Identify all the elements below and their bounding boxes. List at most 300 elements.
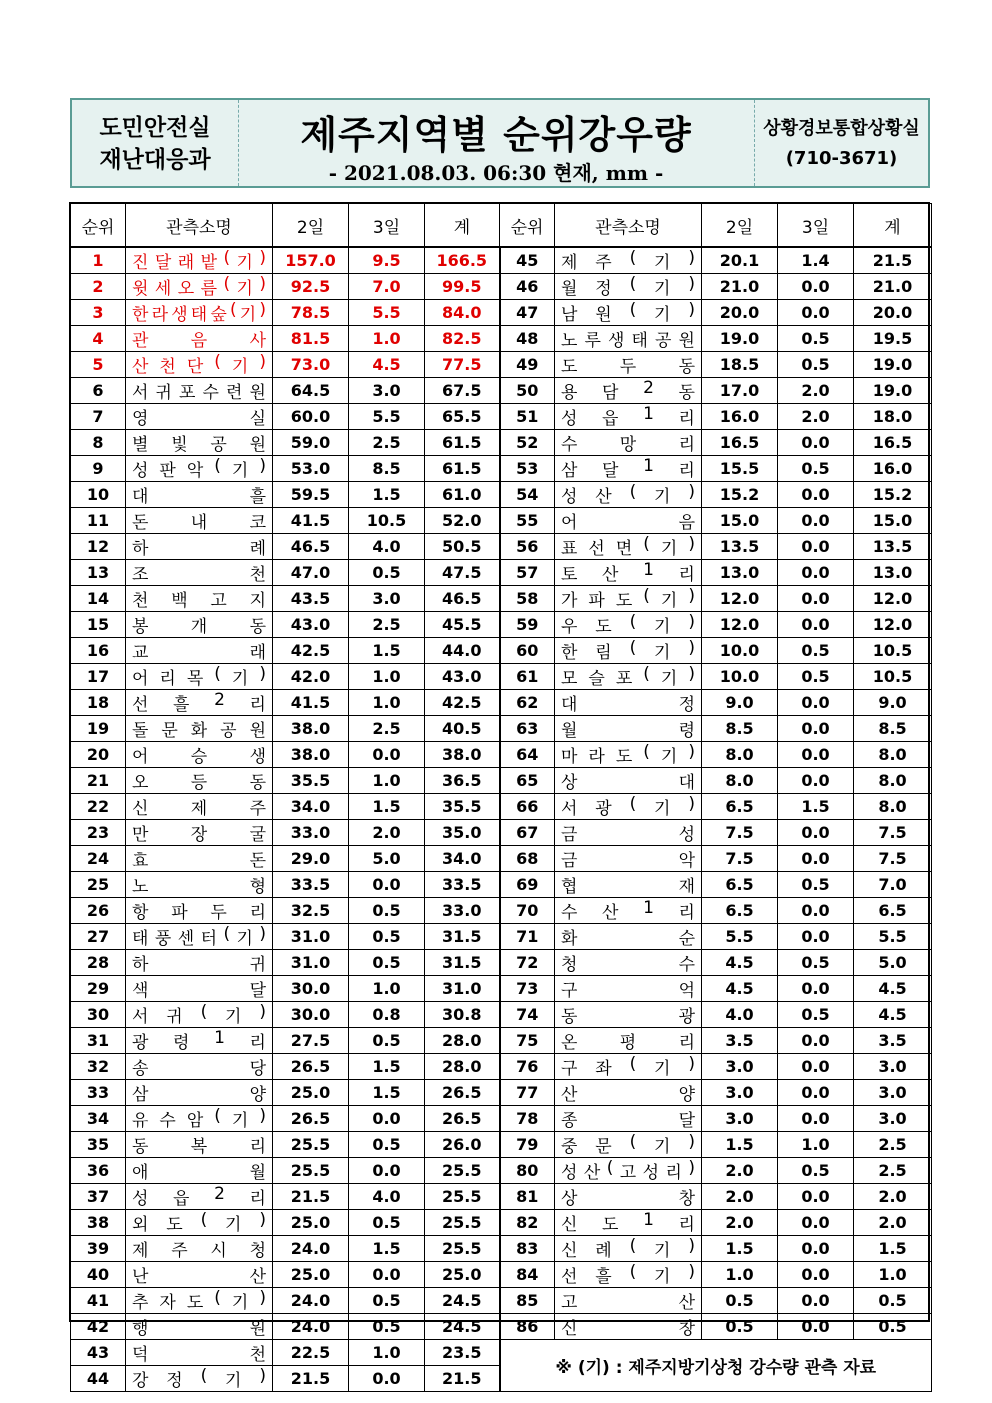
- rank-cell: 56: [500, 534, 555, 560]
- station-name: 수 망 리: [555, 430, 702, 456]
- day3-value: 0.5: [349, 924, 425, 950]
- table-row: [71, 1314, 932, 1340]
- rank-cell: 73: [500, 976, 555, 1002]
- station-name: 삼 양: [126, 1080, 273, 1106]
- station-name: 성 산 ( 고 성 리 ): [555, 1158, 702, 1184]
- station-name: 유 수 암 ( 기 ): [126, 1106, 273, 1132]
- total-value: 25.5: [425, 1184, 500, 1210]
- total-value: 8.0: [854, 768, 932, 794]
- day3-value: 1.5: [349, 1054, 425, 1080]
- station-name: 신 제 주: [126, 794, 273, 820]
- total-value: 23.5: [425, 1340, 500, 1366]
- rank-cell: 67: [500, 820, 555, 846]
- rank-cell: 14: [71, 586, 126, 612]
- day3-value: 4.0: [349, 1184, 425, 1210]
- day3-value: 0.8: [349, 1002, 425, 1028]
- day3-value: 0.5: [778, 1002, 854, 1028]
- day2-value: 3.0: [702, 1054, 778, 1080]
- total-value: 7.0: [854, 872, 932, 898]
- station-name: 송 당: [126, 1054, 273, 1080]
- table-row: [71, 1054, 932, 1080]
- day2-value: 2.0: [702, 1158, 778, 1184]
- total-value: 7.5: [854, 846, 932, 872]
- day2-value: 1.0: [702, 1262, 778, 1288]
- day3-value: 0.0: [778, 1314, 854, 1340]
- day2-value: 6.5: [702, 794, 778, 820]
- station-name: 하 귀: [126, 950, 273, 976]
- total-value: 25.5: [425, 1236, 500, 1262]
- day3-value: 0.0: [778, 716, 854, 742]
- rank-cell: 86: [500, 1314, 555, 1340]
- station-name: 성 읍 2 리: [126, 1184, 273, 1210]
- rank-cell: 11: [71, 508, 126, 534]
- day2-value: 16.5: [702, 430, 778, 456]
- rank-cell: 44: [71, 1366, 126, 1392]
- day3-value: 1.0: [349, 768, 425, 794]
- total-value: 31.5: [425, 924, 500, 950]
- page-subtitle: - 2021.08.03. 06:30 현재, mm -: [328, 161, 664, 185]
- total-value: 16.0: [854, 456, 932, 482]
- rank-cell: 51: [500, 404, 555, 430]
- day2-value: 1.5: [702, 1132, 778, 1158]
- day3-value: 0.5: [349, 1210, 425, 1236]
- rank-cell: 32: [71, 1054, 126, 1080]
- day2-value: 41.5: [273, 508, 349, 534]
- station-name: 만 장 굴: [126, 820, 273, 846]
- rank-cell: 15: [71, 612, 126, 638]
- rank-cell: 60: [500, 638, 555, 664]
- total-value: 31.0: [425, 976, 500, 1002]
- station-name: 금 악: [555, 846, 702, 872]
- table-row: [71, 742, 932, 768]
- station-name: 돌 문 화 공 원: [126, 716, 273, 742]
- station-name: 태 풍 센 터 ( 기 ): [126, 924, 273, 950]
- rank-cell: 5: [71, 352, 126, 378]
- rank-cell: 33: [71, 1080, 126, 1106]
- total-value: 8.0: [854, 742, 932, 768]
- day3-value: 8.5: [349, 456, 425, 482]
- title-block: [238, 100, 754, 186]
- day2-value: 1.5: [702, 1236, 778, 1262]
- station-name: 어 리 목 ( 기 ): [126, 664, 273, 690]
- day2-header: 2일: [273, 204, 349, 248]
- day2-value: 33.0: [273, 820, 349, 846]
- rank-cell: 26: [71, 898, 126, 924]
- total-value: 50.5: [425, 534, 500, 560]
- station-name: 관 음 사: [126, 326, 273, 352]
- total-value: 3.0: [854, 1080, 932, 1106]
- total-value: 10.5: [854, 638, 932, 664]
- day3-value: 0.0: [778, 1288, 854, 1314]
- total-value: 24.5: [425, 1288, 500, 1314]
- rank-cell: 77: [500, 1080, 555, 1106]
- total-value: 26.5: [425, 1080, 500, 1106]
- rank-cell: 76: [500, 1054, 555, 1080]
- rank-cell: 27: [71, 924, 126, 950]
- total-value: 25.5: [425, 1210, 500, 1236]
- day2-value: 25.0: [273, 1210, 349, 1236]
- total-value: 28.0: [425, 1054, 500, 1080]
- day3-value: 3.0: [349, 378, 425, 404]
- station-name: 성 판 악 ( 기 ): [126, 456, 273, 482]
- table-row: [71, 664, 932, 690]
- day3-value: 1.0: [349, 326, 425, 352]
- day2-value: 4.5: [702, 976, 778, 1002]
- day3-value: 9.5: [349, 247, 425, 274]
- rank-cell: 22: [71, 794, 126, 820]
- rank-cell: 75: [500, 1028, 555, 1054]
- rank-cell: 68: [500, 846, 555, 872]
- day3-value: 1.5: [778, 794, 854, 820]
- day3-value: 0.5: [778, 950, 854, 976]
- table-row: [71, 378, 932, 404]
- table-row: [71, 508, 932, 534]
- day3-header: 3일: [349, 204, 425, 248]
- rank-cell: 25: [71, 872, 126, 898]
- rank-cell: 12: [71, 534, 126, 560]
- table-row: [71, 1210, 932, 1236]
- day2-value: 12.0: [702, 586, 778, 612]
- rank-cell: 43: [71, 1340, 126, 1366]
- table-row: [71, 586, 932, 612]
- day2-value: 3.0: [702, 1080, 778, 1106]
- day3-value: 1.0: [349, 664, 425, 690]
- day3-value: 0.0: [778, 430, 854, 456]
- division-name: 재난대응과: [99, 147, 211, 173]
- table-row: [71, 1184, 932, 1210]
- rank-cell: 72: [500, 950, 555, 976]
- rank-cell: 59: [500, 612, 555, 638]
- table-row: [71, 1236, 932, 1262]
- day3-value: 5.5: [349, 300, 425, 326]
- day3-value: 0.5: [778, 352, 854, 378]
- total-value: 33.5: [425, 872, 500, 898]
- day2-value: 25.0: [273, 1080, 349, 1106]
- total-value: 4.5: [854, 1002, 932, 1028]
- rank-header: 순위: [71, 204, 126, 248]
- total-value: 24.5: [425, 1314, 500, 1340]
- station-name: 성 읍 1 리: [555, 404, 702, 430]
- station-name: 성 산 ( 기 ): [555, 482, 702, 508]
- station-name: 추 자 도 ( 기 ): [126, 1288, 273, 1314]
- day2-value: 25.5: [273, 1158, 349, 1184]
- table-row: [71, 1028, 932, 1054]
- rank-cell: 38: [71, 1210, 126, 1236]
- station-name: 선 흘 2 리: [126, 690, 273, 716]
- total-value: 2.5: [854, 1132, 932, 1158]
- rank-cell: 1: [71, 247, 126, 274]
- rank-cell: 21: [71, 768, 126, 794]
- total-value: 10.5: [854, 664, 932, 690]
- day2-value: 92.5: [273, 274, 349, 300]
- station-name: 모 슬 포 ( 기 ): [555, 664, 702, 690]
- station-name: 산 양: [555, 1080, 702, 1106]
- total-value: 26.5: [425, 1106, 500, 1132]
- name-header: 관측소명: [126, 204, 273, 248]
- day3-value: 0.0: [349, 742, 425, 768]
- day3-value: 0.5: [778, 872, 854, 898]
- day3-value: 0.5: [778, 456, 854, 482]
- day2-value: 5.5: [702, 924, 778, 950]
- total-value: 5.5: [854, 924, 932, 950]
- rank-cell: 13: [71, 560, 126, 586]
- station-name: 월 령: [555, 716, 702, 742]
- station-name: 청 수: [555, 950, 702, 976]
- day2-value: 20.1: [702, 247, 778, 274]
- day2-value: 15.2: [702, 482, 778, 508]
- day3-value: 0.0: [349, 1158, 425, 1184]
- total-value: 8.5: [854, 716, 932, 742]
- rank-cell: 19: [71, 716, 126, 742]
- rank-cell: 64: [500, 742, 555, 768]
- total-value: 19.0: [854, 378, 932, 404]
- day2-value: 26.5: [273, 1054, 349, 1080]
- table-row: [71, 534, 932, 560]
- station-name: 동 광: [555, 1002, 702, 1028]
- day3-value: 0.0: [778, 924, 854, 950]
- table-row: [71, 482, 932, 508]
- rank-cell: 80: [500, 1158, 555, 1184]
- table-row: [71, 768, 932, 794]
- name-header: 관측소명: [555, 204, 702, 248]
- table-row: [71, 1158, 932, 1184]
- total-value: 33.0: [425, 898, 500, 924]
- station-name: 노 루 생 태 공 원: [555, 326, 702, 352]
- total-value: 15.0: [854, 508, 932, 534]
- day3-value: 1.0: [349, 690, 425, 716]
- table-row: [71, 352, 932, 378]
- day3-value: 2.0: [778, 404, 854, 430]
- table-row: [71, 1106, 932, 1132]
- rank-cell: 53: [500, 456, 555, 482]
- total-value: 21.0: [854, 274, 932, 300]
- day3-value: 2.0: [778, 378, 854, 404]
- day3-value: 0.0: [778, 1106, 854, 1132]
- day3-value: 0.5: [778, 664, 854, 690]
- total-value: 99.5: [425, 274, 500, 300]
- total-value: 12.0: [854, 586, 932, 612]
- rank-cell: 2: [71, 274, 126, 300]
- day3-value: 4.0: [349, 534, 425, 560]
- total-value: 12.0: [854, 612, 932, 638]
- rank-cell: 20: [71, 742, 126, 768]
- table-header-row: [71, 204, 932, 248]
- total-value: 13.0: [854, 560, 932, 586]
- station-name: 구 좌 ( 기 ): [555, 1054, 702, 1080]
- total-value: 47.5: [425, 560, 500, 586]
- rank-cell: 71: [500, 924, 555, 950]
- total-value: 35.0: [425, 820, 500, 846]
- rank-cell: 28: [71, 950, 126, 976]
- day3-value: 0.0: [778, 586, 854, 612]
- rank-cell: 78: [500, 1106, 555, 1132]
- rank-cell: 42: [71, 1314, 126, 1340]
- rank-cell: 54: [500, 482, 555, 508]
- station-name: 대 정: [555, 690, 702, 716]
- office-name: 상황경보통합상황실: [763, 118, 920, 139]
- day2-value: 46.5: [273, 534, 349, 560]
- day3-value: 0.0: [778, 612, 854, 638]
- table-row: [71, 820, 932, 846]
- table-row: [71, 846, 932, 872]
- station-name: 구 억: [555, 976, 702, 1002]
- total-value: 9.0: [854, 690, 932, 716]
- rank-cell: 6: [71, 378, 126, 404]
- rank-cell: 45: [500, 247, 555, 274]
- station-name: 영 실: [126, 404, 273, 430]
- station-name: 제 주 시 청: [126, 1236, 273, 1262]
- station-name: 효 돈: [126, 846, 273, 872]
- station-name: 협 재: [555, 872, 702, 898]
- rank-cell: 9: [71, 456, 126, 482]
- rank-cell: 40: [71, 1262, 126, 1288]
- day2-value: 42.5: [273, 638, 349, 664]
- table-row: [71, 950, 932, 976]
- day2-header: 2일: [702, 204, 778, 248]
- total-value: 77.5: [425, 352, 500, 378]
- station-name: 서 귀 ( 기 ): [126, 1002, 273, 1028]
- rank-cell: 31: [71, 1028, 126, 1054]
- day3-value: 0.0: [778, 1184, 854, 1210]
- table-row: [71, 560, 932, 586]
- day3-value: 1.0: [349, 1340, 425, 1366]
- day3-value: 0.0: [778, 300, 854, 326]
- day3-value: 7.0: [349, 274, 425, 300]
- station-name: 동 복 리: [126, 1132, 273, 1158]
- day3-value: 5.0: [349, 846, 425, 872]
- total-value: 25.5: [425, 1158, 500, 1184]
- rank-cell: 30: [71, 1002, 126, 1028]
- rank-cell: 61: [500, 664, 555, 690]
- day2-value: 4.5: [702, 950, 778, 976]
- day2-value: 43.0: [273, 612, 349, 638]
- day2-value: 38.0: [273, 742, 349, 768]
- day2-value: 32.5: [273, 898, 349, 924]
- day3-value: 0.5: [349, 1288, 425, 1314]
- day2-value: 157.0: [273, 247, 349, 274]
- day3-value: 0.5: [778, 1158, 854, 1184]
- rank-cell: 3: [71, 300, 126, 326]
- station-name: 중 문 ( 기 ): [555, 1132, 702, 1158]
- station-name: 고 산: [555, 1288, 702, 1314]
- day2-value: 31.0: [273, 950, 349, 976]
- day2-value: 13.0: [702, 560, 778, 586]
- day3-value: 2.5: [349, 612, 425, 638]
- station-name: 남 원 ( 기 ): [555, 300, 702, 326]
- day3-value: 0.0: [778, 1080, 854, 1106]
- station-name: 색 달: [126, 976, 273, 1002]
- day2-value: 30.0: [273, 1002, 349, 1028]
- station-name: 천 백 고 지: [126, 586, 273, 612]
- day3-value: 0.0: [349, 872, 425, 898]
- station-name: 진 달 래 밭 ( 기 ): [126, 247, 273, 274]
- total-value: 61.5: [425, 430, 500, 456]
- total-value: 2.5: [854, 1158, 932, 1184]
- day3-value: 0.5: [349, 560, 425, 586]
- day2-value: 60.0: [273, 404, 349, 430]
- day3-value: 1.4: [778, 247, 854, 274]
- total-value: 3.5: [854, 1028, 932, 1054]
- total-value: 19.5: [854, 326, 932, 352]
- day2-value: 8.0: [702, 742, 778, 768]
- day3-value: 1.5: [349, 482, 425, 508]
- station-name: 선 흘 ( 기 ): [555, 1262, 702, 1288]
- day2-value: 9.0: [702, 690, 778, 716]
- station-name: 제 주 ( 기 ): [555, 247, 702, 274]
- day2-value: 8.0: [702, 768, 778, 794]
- table-row: [71, 794, 932, 820]
- station-name: 돈 내 코: [126, 508, 273, 534]
- station-name: 서 광 ( 기 ): [555, 794, 702, 820]
- total-value: 21.5: [425, 1366, 500, 1392]
- table-row: [71, 612, 932, 638]
- total-value: 1.5: [854, 1236, 932, 1262]
- rank-cell: 23: [71, 820, 126, 846]
- day2-value: 2.0: [702, 1210, 778, 1236]
- rank-cell: 63: [500, 716, 555, 742]
- day3-value: 10.5: [349, 508, 425, 534]
- day3-value: 0.0: [778, 742, 854, 768]
- rank-cell: 29: [71, 976, 126, 1002]
- day2-value: 43.5: [273, 586, 349, 612]
- rank-cell: 16: [71, 638, 126, 664]
- day3-value: 1.5: [349, 1080, 425, 1106]
- total-value: 25.0: [425, 1262, 500, 1288]
- department-name: 도민안전실: [99, 115, 211, 141]
- day3-value: 0.0: [349, 1106, 425, 1132]
- station-name: 오 등 동: [126, 768, 273, 794]
- day3-value: 0.0: [778, 898, 854, 924]
- day2-value: 22.5: [273, 1340, 349, 1366]
- rank-cell: 35: [71, 1132, 126, 1158]
- station-name: 금 성: [555, 820, 702, 846]
- table-row: [71, 1132, 932, 1158]
- station-name: 한 림 ( 기 ): [555, 638, 702, 664]
- day2-value: 59.0: [273, 430, 349, 456]
- day2-value: 24.0: [273, 1314, 349, 1340]
- day2-value: 0.5: [702, 1288, 778, 1314]
- day3-value: 0.0: [349, 1366, 425, 1392]
- office-phone: (710-3671): [785, 148, 898, 169]
- station-name: 상 대: [555, 768, 702, 794]
- rank-cell: 74: [500, 1002, 555, 1028]
- page-title: 제주지역별 순위강우량: [300, 113, 692, 157]
- day3-value: 0.0: [778, 274, 854, 300]
- day2-value: 10.0: [702, 638, 778, 664]
- total-value: 0.5: [854, 1314, 932, 1340]
- total-value: 6.5: [854, 898, 932, 924]
- rank-cell: 47: [500, 300, 555, 326]
- rank-cell: 50: [500, 378, 555, 404]
- day3-value: 0.0: [778, 976, 854, 1002]
- rank-cell: 82: [500, 1210, 555, 1236]
- rank-cell: 48: [500, 326, 555, 352]
- total-value: 44.0: [425, 638, 500, 664]
- station-name: 윗 세 오 름 ( 기 ): [126, 274, 273, 300]
- rank-cell: 10: [71, 482, 126, 508]
- rank-cell: 41: [71, 1288, 126, 1314]
- rank-cell: 36: [71, 1158, 126, 1184]
- day2-value: 6.5: [702, 898, 778, 924]
- day3-value: 5.5: [349, 404, 425, 430]
- station-name: 어 음: [555, 508, 702, 534]
- day2-value: 25.0: [273, 1262, 349, 1288]
- day3-value: 0.0: [778, 560, 854, 586]
- rank-cell: 34: [71, 1106, 126, 1132]
- station-name: 토 산 1 리: [555, 560, 702, 586]
- rank-cell: 17: [71, 664, 126, 690]
- total-value: 28.0: [425, 1028, 500, 1054]
